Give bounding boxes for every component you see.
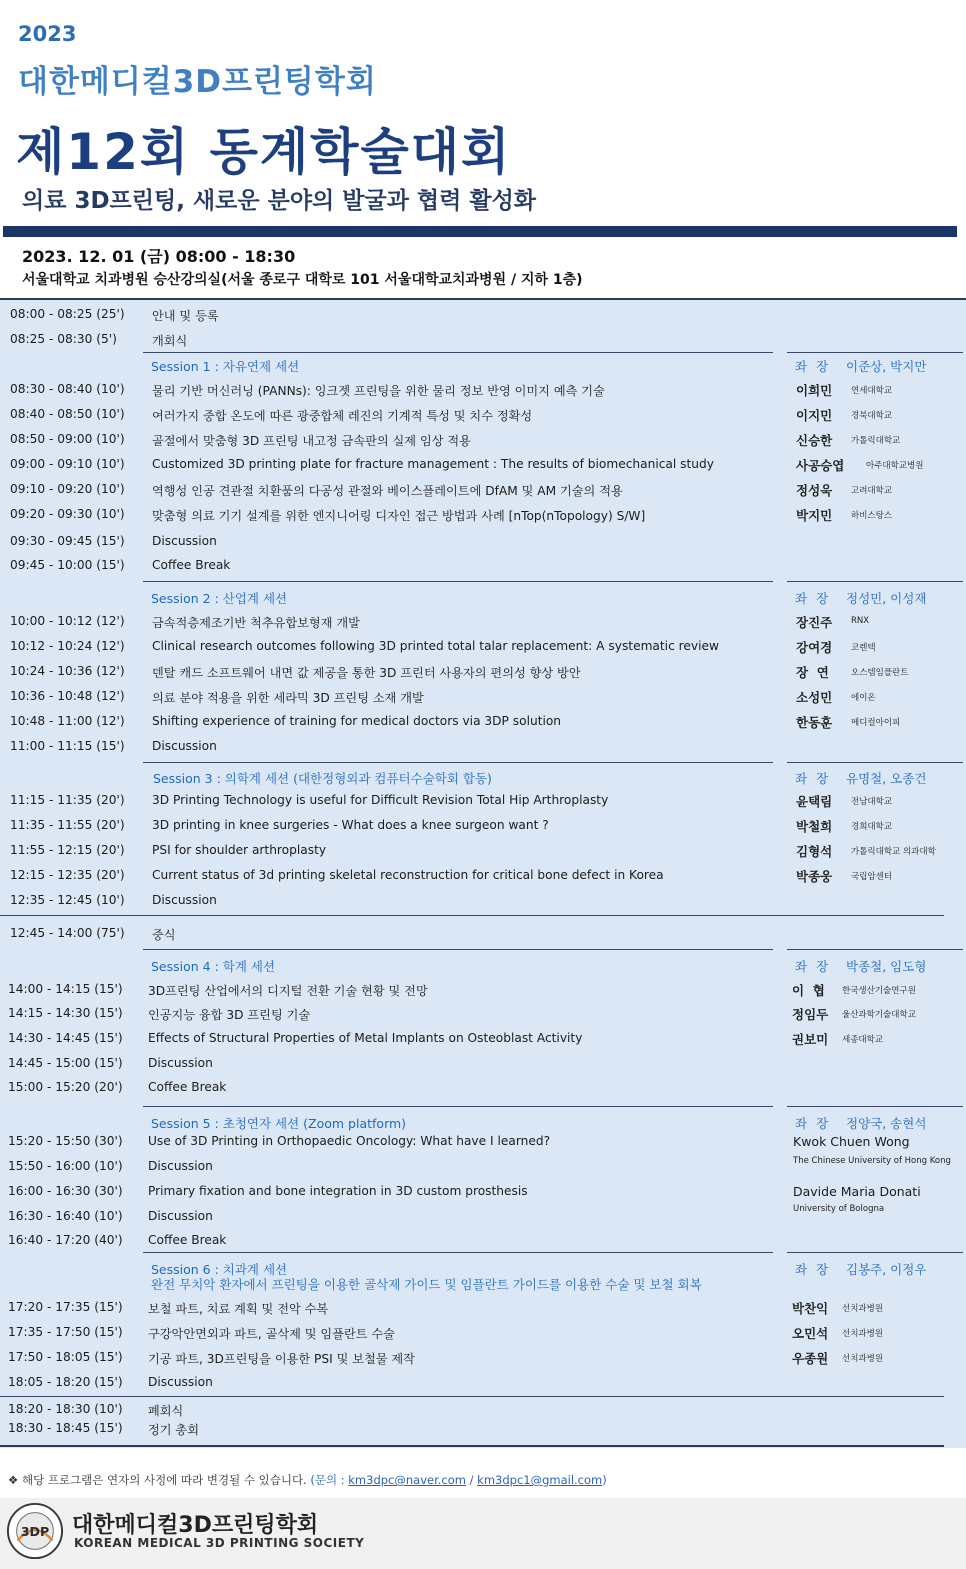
schedule-row xyxy=(0,815,966,837)
section-rule xyxy=(143,352,773,353)
speaker-name: 신승한 xyxy=(796,433,833,448)
row-topic: Coffee Break xyxy=(152,558,231,572)
row-time: 08:50 - 09:00 (10') xyxy=(10,432,125,446)
row-topic: 3D Printing Technology is useful for Difficult Revision Total Hip Arthroplasty xyxy=(152,793,609,807)
session-header xyxy=(0,1257,966,1291)
speaker-affiliation: 가톨릭대학교 의과대학 xyxy=(851,847,936,857)
speaker-affiliation: 에이온 xyxy=(851,693,876,703)
schedule-row xyxy=(0,504,966,526)
speaker-name: 박지민 xyxy=(796,508,833,523)
section-rule xyxy=(787,1106,963,1107)
row-topic: 기공 파트, 3D프린팅을 이용한 PSI 및 보철물 제작 xyxy=(148,1352,415,1366)
row-time: 18:30 - 18:45 (15') xyxy=(8,1421,123,1435)
event-venue: 서울대학교 치과병원 승산강의실(서울 종로구 대학로 101 서울대학교치과병원 / 지하 1층) xyxy=(22,272,583,288)
schedule-row xyxy=(0,790,966,812)
speaker-affiliation: 한국생산기술연구원 xyxy=(842,986,916,996)
row-time: 15:20 - 15:50 (30') xyxy=(8,1134,123,1148)
schedule-row xyxy=(0,1003,966,1025)
chair-label: 좌장 xyxy=(795,1116,838,1131)
session-chairs: 이준상, 박지만 xyxy=(846,359,927,374)
page-subtitle: 의료 3D프린팅, 새로운 분야의 발굴과 협력 활성화 xyxy=(22,188,537,214)
row-time: 16:40 - 17:20 (40') xyxy=(8,1233,123,1247)
speaker-affiliation: 코렌텍 xyxy=(851,643,876,653)
session-header xyxy=(0,766,966,788)
row-topic: 정기 총회 xyxy=(148,1423,199,1437)
row-topic: Coffee Break xyxy=(148,1080,227,1094)
session-title: Session 5 : 초청연자 세션 (Zoom platform) xyxy=(151,1116,407,1131)
schedule-row xyxy=(0,661,966,683)
row-topic: Current status of 3d printing skeletal reconstruction for critical bone defect in Korea xyxy=(152,868,664,882)
schedule-row xyxy=(0,1028,966,1050)
footer-society-name-kr: 대한메디컬3D프린팅학회 xyxy=(72,1513,319,1538)
row-time: 18:05 - 18:20 (15') xyxy=(8,1375,123,1389)
row-topic: 역행성 인공 견관절 치환품의 다공성 관절와 베이스플레이트에 DfAM 및 AM 기술의 적용 xyxy=(152,484,623,498)
schedule-row xyxy=(0,636,966,658)
row-topic: 중식 xyxy=(152,928,176,942)
speaker-affiliation: 국립암센터 xyxy=(851,872,893,882)
row-topic: 안내 및 등록 xyxy=(152,309,219,323)
chair-label: 좌장 xyxy=(795,591,838,606)
event-year: 2023 xyxy=(18,22,77,46)
row-topic: Discussion xyxy=(148,1375,213,1389)
row-time: 17:50 - 18:05 (15') xyxy=(8,1350,123,1364)
schedule-row xyxy=(0,711,966,733)
schedule-row xyxy=(0,1322,966,1344)
row-topic: Use of 3D Printing in Orthopaedic Oncology: What have I learned? xyxy=(148,1134,551,1148)
schedule-row xyxy=(0,1230,966,1252)
row-time: 09:45 - 10:00 (15') xyxy=(10,558,125,572)
row-topic: 물리 기반 머신러닝 (PANNs): 잉크젯 프린팅을 위한 물리 정보 반영 이미지 예측 기술 xyxy=(152,384,605,398)
program-top-rule xyxy=(0,298,966,300)
row-topic: 3D프린팅 산업에서의 디지털 전환 기술 현황 및 전망 xyxy=(148,984,428,998)
session-chairs: 유명철, 오종건 xyxy=(846,771,927,786)
session-header xyxy=(0,1111,966,1133)
schedule-row xyxy=(0,555,966,577)
row-time: 11:15 - 11:35 (20') xyxy=(10,793,125,807)
row-topic: PSI for shoulder arthroplasty xyxy=(152,843,327,857)
schedule-row xyxy=(0,840,966,862)
session-chairs: 정성민, 이성재 xyxy=(846,591,927,606)
schedule-row xyxy=(0,1372,966,1394)
page-title: 제12회 동계학술대회 xyxy=(16,123,512,181)
session-title: Session 1 : 자유연제 세션 xyxy=(151,359,300,374)
speaker-affiliation: 경희대학교 xyxy=(851,822,893,832)
speaker-affiliation: 선치과병원 xyxy=(842,1329,884,1339)
row-time: 11:00 - 11:15 (15') xyxy=(10,739,125,753)
speaker-affiliation: 선치과병원 xyxy=(842,1304,884,1314)
speaker-name: 박종웅 xyxy=(796,869,833,884)
row-topic: 인공지능 융합 3D 프린팅 기술 xyxy=(148,1008,311,1022)
row-topic: Clinical research outcomes following 3D printed total talar replacement: A systematic review xyxy=(152,639,719,653)
contact-label: (문의 : xyxy=(310,1473,345,1487)
speaker-affiliation: 울산과학기술대학교 xyxy=(842,1010,916,1020)
speaker-name: 소성민 xyxy=(796,690,833,705)
row-topic: 골절에서 맞춤형 3D 프린팅 내고정 금속판의 실제 임상 적용 xyxy=(152,434,471,448)
row-time: 08:00 - 08:25 (25') xyxy=(10,307,125,321)
speaker-name: 정임두 xyxy=(792,1007,829,1022)
speaker-name: 윤택림 xyxy=(796,794,833,809)
speaker-affiliation: 가톨릭대학교 xyxy=(851,436,901,446)
speaker-affiliation: RNX xyxy=(851,616,870,626)
row-time: 09:10 - 09:20 (10') xyxy=(10,482,125,496)
row-time: 16:00 - 16:30 (30') xyxy=(8,1184,123,1198)
row-time: 10:48 - 11:00 (12') xyxy=(10,714,125,728)
row-topic: Primary fixation and bone integration in 3D custom prosthesis xyxy=(148,1184,528,1198)
speaker-name: 장진주 xyxy=(796,615,833,630)
row-time: 12:15 - 12:35 (20') xyxy=(10,868,125,882)
row-topic: Discussion xyxy=(148,1209,213,1223)
section-rule xyxy=(787,762,963,763)
section-rule xyxy=(143,581,773,582)
email-link-naver[interactable]: km3dpc@naver.com xyxy=(348,1473,466,1487)
row-time: 10:00 - 10:12 (12') xyxy=(10,614,125,628)
chair-label: 좌장 xyxy=(795,1262,838,1277)
chair-label: 좌장 xyxy=(795,359,838,374)
section-rule xyxy=(787,949,963,950)
row-time: 09:30 - 09:45 (15') xyxy=(10,534,125,548)
row-time: 11:55 - 12:15 (20') xyxy=(10,843,125,857)
session-chairs: 정양국, 송현석 xyxy=(846,1116,927,1131)
speaker-name: 정성욱 xyxy=(796,483,833,498)
row-time: 12:45 - 14:00 (75') xyxy=(10,926,125,940)
row-topic: 보철 파트, 치료 계획 및 전악 수복 xyxy=(148,1302,329,1316)
section-rule xyxy=(787,1252,963,1253)
row-topic: 의료 분야 적용을 위한 세라믹 3D 프린팅 소재 개발 xyxy=(152,691,424,705)
society-logo-icon xyxy=(6,1502,64,1560)
row-time: 09:20 - 09:30 (10') xyxy=(10,507,125,521)
speaker-name: 이 협 xyxy=(792,983,825,998)
speaker-affiliation: 선치과병원 xyxy=(842,1354,884,1364)
row-time: 10:36 - 10:48 (12') xyxy=(10,689,125,703)
session-title: Session 2 : 산업계 세션 xyxy=(151,591,288,606)
row-time: 14:45 - 15:00 (15') xyxy=(8,1056,123,1070)
email-link-gmail[interactable]: km3dpc1@gmail.com xyxy=(477,1473,603,1487)
speaker-affiliation: 고려대학교 xyxy=(851,486,893,496)
row-time: 15:00 - 15:20 (20') xyxy=(8,1080,123,1094)
speaker-affiliation: The Chinese University of Hong Kong xyxy=(793,1156,951,1166)
section-rule xyxy=(787,581,963,582)
row-topic: 덴탈 캐드 소프트웨어 내면 값 제공을 통한 3D 프린터 사용자의 편의성 향상 방안 xyxy=(152,666,581,680)
row-time: 17:20 - 17:35 (15') xyxy=(8,1300,123,1314)
chair-label: 좌장 xyxy=(795,959,838,974)
speaker-affiliation: University of Bologna xyxy=(793,1204,885,1214)
schedule-row xyxy=(0,890,966,912)
chair-label: 좌장 xyxy=(795,771,838,786)
schedule-row xyxy=(0,979,966,1001)
row-time: 10:12 - 10:24 (12') xyxy=(10,639,125,653)
row-topic: 여러가지 중합 온도에 따른 광중합체 레진의 기계적 특성 및 치수 정확성 xyxy=(152,409,533,423)
email-separator: / xyxy=(469,1473,474,1487)
schedule-row xyxy=(0,329,966,351)
row-topic: Discussion xyxy=(152,739,217,753)
row-topic: Shifting experience of training for medical doctors via 3DP solution xyxy=(152,714,562,728)
program-schedule xyxy=(0,298,966,1448)
schedule-row xyxy=(0,404,966,426)
speaker-name: 강여경 xyxy=(796,640,833,655)
row-time: 09:00 - 09:10 (10') xyxy=(10,457,125,471)
row-time: 15:50 - 16:00 (10') xyxy=(8,1159,123,1173)
schedule-row xyxy=(0,531,966,553)
section-rule xyxy=(787,352,963,353)
schedule-row xyxy=(0,1077,966,1099)
row-topic: Coffee Break xyxy=(148,1233,227,1247)
speaker-name: 우종원 xyxy=(792,1351,829,1366)
speaker-name: 박철희 xyxy=(796,819,833,834)
row-topic: Customized 3D printing plate for fracture management : The results of biomechanical study xyxy=(152,457,714,471)
row-topic: 맞춤형 의료 기기 설계를 위한 엔지니어링 디자인 접근 방법과 사례 [nTop(nTopology) S/W] xyxy=(152,509,646,523)
section-rule xyxy=(143,1252,773,1253)
speaker-affiliation: 경북대학교 xyxy=(851,411,893,421)
row-time: 14:00 - 14:15 (15') xyxy=(8,982,123,996)
row-topic: 금속적층제조기반 척추유합보형재 개발 xyxy=(152,616,360,630)
footnote-bullet: ❖ xyxy=(8,1473,19,1487)
row-topic: 3D printing in knee surgeries - What does a knee surgeon want ? xyxy=(152,818,549,832)
section-rule xyxy=(143,1106,773,1107)
schedule-row xyxy=(0,865,966,887)
row-topic: Effects of Structural Properties of Metal Implants on Osteoblast Activity xyxy=(148,1031,583,1045)
session-header xyxy=(0,586,966,608)
row-time: 10:24 - 10:36 (12') xyxy=(10,664,125,678)
speaker-name: 장 연 xyxy=(796,665,829,680)
schedule-row xyxy=(0,1347,966,1369)
schedule-row xyxy=(0,611,966,633)
row-time: 14:30 - 14:45 (15') xyxy=(8,1031,123,1045)
schedule-row xyxy=(0,479,966,501)
row-time: 14:15 - 14:30 (15') xyxy=(8,1006,123,1020)
contact-close: ) xyxy=(602,1473,607,1487)
footnote-text: 해당 프로그램은 연자의 사정에 따라 변경될 수 있습니다. xyxy=(21,1473,307,1487)
speaker-affiliation: 오스템임플란트 xyxy=(851,668,909,678)
session-title: Session 3 : 의학계 세션 (대한정형외과 컴퓨터수술학회 합동) xyxy=(153,771,492,786)
section-rule xyxy=(143,762,773,763)
schedule-row xyxy=(0,686,966,708)
event-date: 2023. 12. 01 (금) 08:00 - 18:30 xyxy=(22,247,296,266)
schedule-row xyxy=(0,736,966,758)
row-topic: Discussion xyxy=(152,534,217,548)
speaker-affiliation: 메디컬아이피 xyxy=(851,718,901,728)
speaker-name: Kwok Chuen Wong xyxy=(793,1134,910,1149)
row-topic: 개회식 xyxy=(152,334,188,348)
session-title: Session 4 : 학계 세션 xyxy=(151,959,276,974)
footer xyxy=(0,1498,966,1569)
section-rule xyxy=(0,1396,944,1397)
speaker-affiliation: 세종대학교 xyxy=(842,1035,884,1045)
row-time: 16:30 - 16:40 (10') xyxy=(8,1209,123,1223)
speaker-name: 오민석 xyxy=(792,1326,829,1341)
schedule-row xyxy=(0,1297,966,1319)
speaker-name: 사공승엽 xyxy=(796,458,845,473)
schedule-row xyxy=(0,923,966,945)
schedule-row xyxy=(0,454,966,476)
session-subtitle: 완전 무치악 환자에서 프린팅을 이용한 골삭제 가이드 및 임플란트 가이드를 이용한 수술 및 보철 회복 xyxy=(151,1277,702,1292)
logo-text: 3DP xyxy=(20,1523,50,1539)
schedule-row xyxy=(0,1418,966,1440)
speaker-affiliation: 하비스탕스 xyxy=(851,511,893,521)
schedule-row xyxy=(0,379,966,401)
session-header xyxy=(0,354,966,376)
row-time: 12:35 - 12:45 (10') xyxy=(10,893,125,907)
speaker-affiliation: 전남대학교 xyxy=(851,797,893,807)
header-divider xyxy=(3,226,957,237)
society-name: 대한메디컬3D프린팅학회 xyxy=(18,64,377,100)
speaker-affiliation: 연세대학교 xyxy=(851,386,893,396)
speaker-name: 한동훈 xyxy=(796,715,833,730)
session-chairs: 김봉주, 이정우 xyxy=(846,1262,927,1277)
session-header xyxy=(0,954,966,976)
row-time: 17:35 - 17:50 (15') xyxy=(8,1325,123,1339)
speaker-name: 김형석 xyxy=(796,844,833,859)
section-rule xyxy=(0,915,944,916)
speaker-name: Davide Maria Donati xyxy=(793,1184,921,1199)
section-rule xyxy=(143,949,773,950)
row-topic: Discussion xyxy=(148,1159,213,1173)
row-time: 08:30 - 08:40 (10') xyxy=(10,382,125,396)
footer-society-name-en: KOREAN MEDICAL 3D PRINTING SOCIETY xyxy=(74,1536,365,1550)
row-topic: 폐회식 xyxy=(148,1404,184,1418)
schedule-row xyxy=(0,304,966,326)
footnote xyxy=(8,1472,607,1488)
session-title: Session 6 : 치과계 세션 xyxy=(151,1262,288,1277)
speaker-affiliation: 아주대학교병원 xyxy=(866,461,924,471)
session-chairs: 박종철, 임도형 xyxy=(846,959,927,974)
schedule-row xyxy=(0,1053,966,1075)
speaker-name: 박찬익 xyxy=(792,1301,829,1316)
row-time: 08:25 - 08:30 (5') xyxy=(10,332,117,346)
row-time: 18:20 - 18:30 (10') xyxy=(8,1402,123,1416)
row-topic: 구강악안면외과 파트, 골삭제 및 임플란트 수술 xyxy=(148,1327,395,1341)
speaker-name: 권보미 xyxy=(792,1032,829,1047)
row-topic: Discussion xyxy=(148,1056,213,1070)
speaker-name: 이희민 xyxy=(796,383,833,398)
speaker-name: 이지민 xyxy=(796,408,833,423)
row-topic: Discussion xyxy=(152,893,217,907)
schedule-row xyxy=(0,429,966,451)
program-bottom-rule xyxy=(0,1445,944,1447)
row-time: 08:40 - 08:50 (10') xyxy=(10,407,125,421)
row-time: 11:35 - 11:55 (20') xyxy=(10,818,125,832)
